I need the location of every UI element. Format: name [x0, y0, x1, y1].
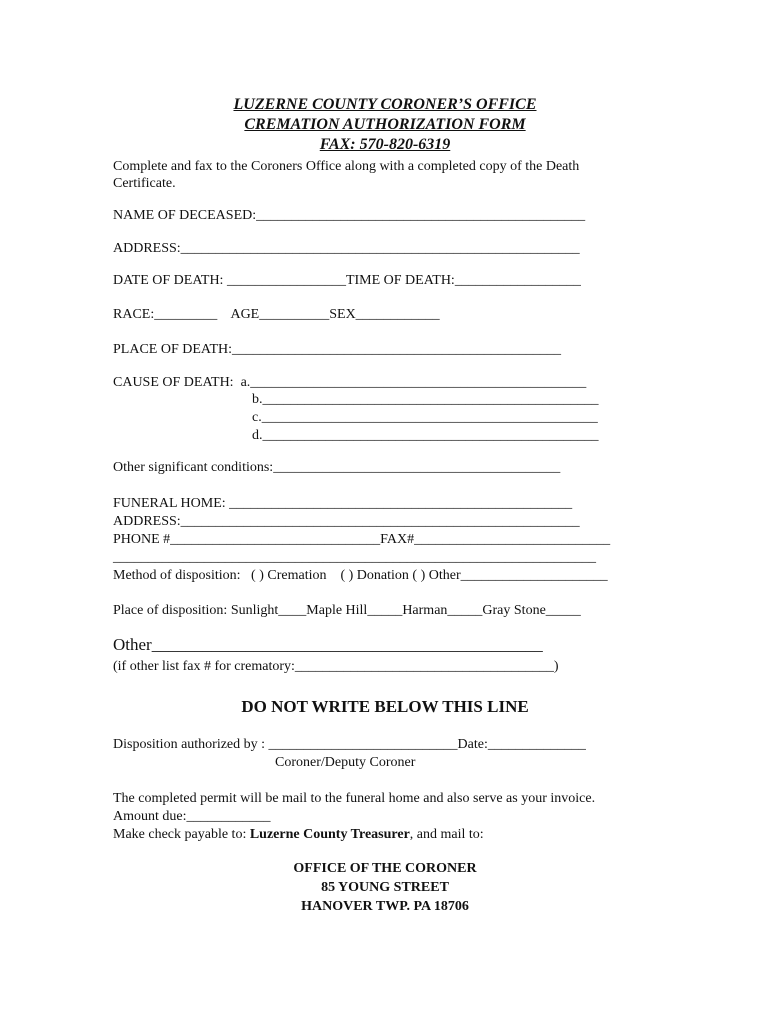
office-title: LUZERNE COUNTY CORONER’S OFFICE — [233, 96, 537, 113]
payable-to: Luzerne County Treasurer — [249, 827, 410, 842]
funeral-home-address-field[interactable]: ADDRESS:_________________________________________________________ — [113, 514, 580, 529]
cause-of-death-a-field[interactable]: CAUSE OF DEATH: a.________________________________________________ — [113, 375, 587, 390]
phone-fax-field[interactable]: PHONE #______________________________FAX#____________________________ — [113, 532, 611, 547]
other-conditions-field[interactable]: Other significant conditions:_________________________________________ — [113, 460, 561, 475]
payable-suffix: , and mail to: — [409, 827, 484, 842]
crematory-fax-field[interactable]: (if other list fax # for crematory:_____________________________________) — [113, 659, 559, 674]
form-title: CREMATION AUTHORIZATION FORM — [244, 116, 526, 133]
do-not-write-heading: DO NOT WRITE BELOW THIS LINE — [241, 697, 529, 716]
place-of-disposition-field[interactable]: Place of disposition: Sunlight____Maple Hill_____Harman_____Gray Stone_____ — [113, 603, 581, 618]
mailing-address-line-2: 85 YOUNG STREET — [321, 880, 449, 895]
cause-of-death-d-field[interactable]: d.________________________________________________ — [252, 428, 599, 443]
name-of-deceased-field[interactable]: NAME OF DECEASED:_______________________________________________ — [113, 208, 586, 223]
race-age-sex-field[interactable]: RACE:_________ AGE__________SEX____________ — [113, 307, 440, 322]
blank-line-field[interactable]: _____________________________________________________________________ — [113, 550, 596, 565]
signer-title: Coroner/Deputy Coroner — [275, 755, 416, 770]
mailing-address-line-1: OFFICE OF THE CORONER — [293, 861, 477, 876]
date-time-of-death-field[interactable]: DATE OF DEATH: _________________TIME OF DEATH:__________________ — [113, 273, 581, 288]
cause-of-death-b-field[interactable]: b.________________________________________________ — [252, 392, 599, 407]
payable-line — [113, 826, 484, 843]
instructions-line-2: Certificate. — [113, 176, 176, 191]
fax-number: FAX: 570-820-6319 — [319, 136, 451, 153]
cause-of-death-c-field[interactable]: c.________________________________________________ — [252, 410, 598, 425]
other-disposition-field[interactable]: Other______________________________________________ — [113, 635, 543, 654]
payable-prefix: Make check payable to: — [113, 827, 250, 842]
method-of-disposition-field[interactable]: Method of disposition: ( ) Cremation ( ) Donation ( ) Other_____________________ — [113, 568, 608, 583]
instructions-line-1: Complete and fax to the Coroners Office along with a completed copy of the Death — [113, 159, 580, 174]
place-of-death-field[interactable]: PLACE OF DEATH:_______________________________________________ — [113, 342, 562, 357]
funeral-home-field[interactable]: FUNERAL HOME: _________________________________________________ — [113, 496, 573, 511]
address-field[interactable]: ADDRESS:_________________________________________________________ — [113, 241, 580, 256]
amount-due-field[interactable]: Amount due:____________ — [113, 809, 271, 824]
disposition-authorized-field[interactable]: Disposition authorized by : ___________________________Date:______________ — [113, 737, 586, 752]
permit-note: The completed permit will be mail to the funeral home and also serve as your invoice. — [113, 791, 596, 806]
mailing-address-line-3: HANOVER TWP. PA 18706 — [301, 899, 469, 914]
